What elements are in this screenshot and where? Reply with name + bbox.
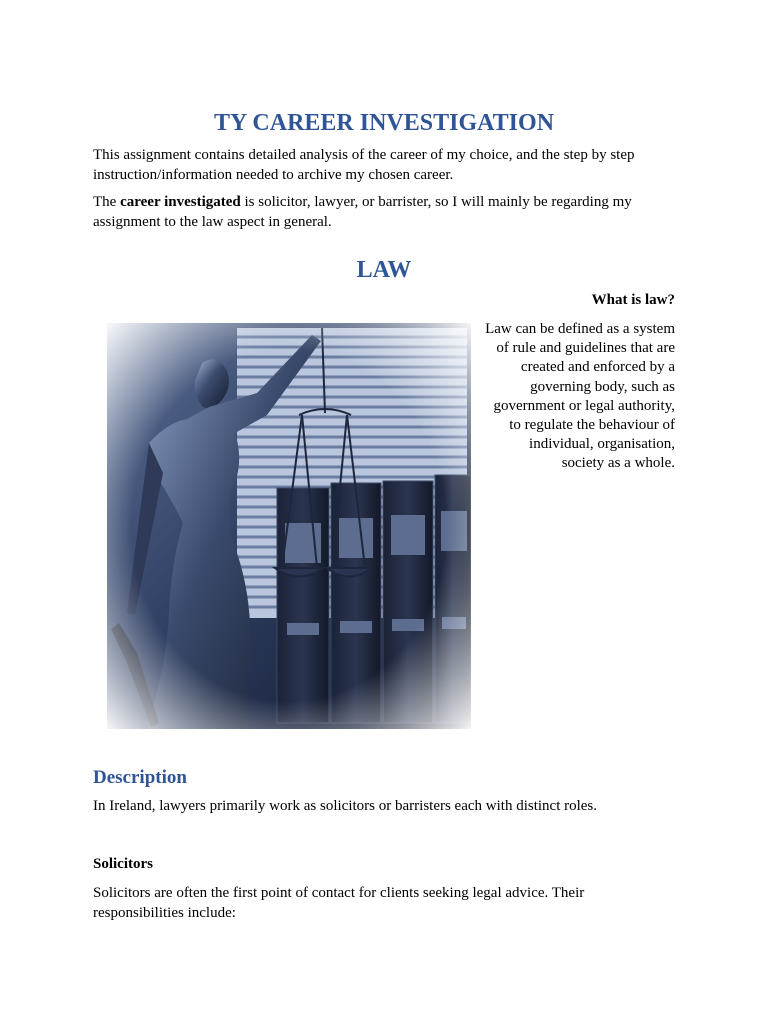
description-text: In Ireland, lawyers primarily work as solicitors or barristers each with distinct roles. <box>93 798 598 814</box>
document-page <box>93 0 675 1024</box>
solicitors-heading: Solicitors <box>93 856 153 872</box>
lady-justice-image <box>107 323 471 729</box>
career-paragraph <box>93 193 675 232</box>
law-heading: LAW <box>356 257 412 283</box>
career-prefix: The <box>93 194 121 210</box>
career-bold-phrase: career investigated <box>120 194 241 210</box>
lady-justice-illustration <box>107 323 471 729</box>
career-suffix: is solicitor, lawyer, or barrister, so I will mainly be regarding my assignment to the law aspect in general. <box>93 194 632 230</box>
what-is-law-heading: What is law? <box>591 292 675 308</box>
intro-paragraph: This assignment contains detailed analysis of the career of my choice, and the step by step instruction/information needed to archive my chosen career. <box>93 147 635 183</box>
solicitors-text: Solicitors are often the first point of contact for clients seeking legal advice. Their responsibilities include: <box>93 885 585 921</box>
description-heading: Description <box>93 767 187 788</box>
document-title: TY CAREER INVESTIGATION <box>213 110 555 136</box>
law-definition: Law can be defined as a system of rule and guidelines that are created and enforced by a governing body, such as government or legal authority, to regulate the behaviour of individual, organisation, society as a whole. <box>485 321 675 472</box>
